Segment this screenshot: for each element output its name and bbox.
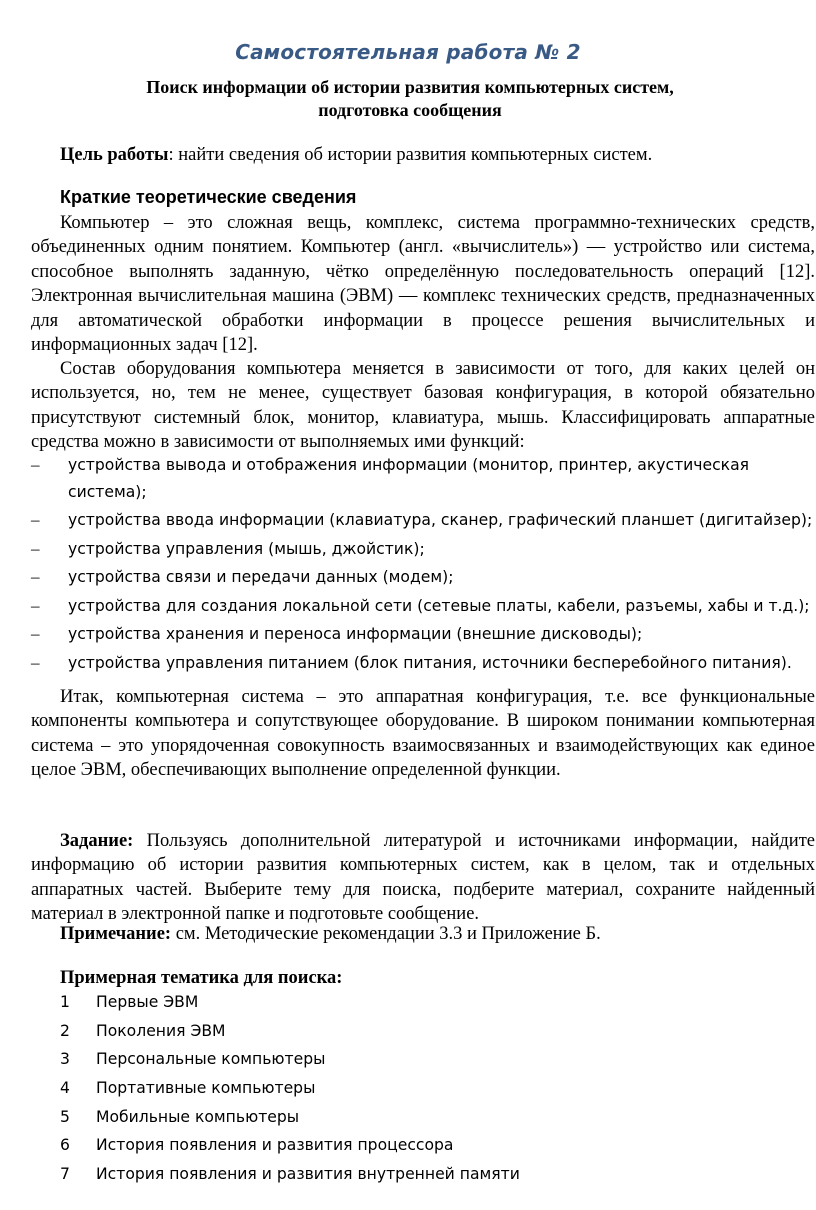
list-item — [31, 593, 816, 620]
list-item-text: устройства управления (мышь, джойстик); — [68, 539, 425, 558]
topic-item — [60, 1160, 760, 1189]
dash-bullet: – — [31, 595, 40, 615]
dash-bullet: – — [31, 538, 40, 558]
topic-text: Персональные компьютеры — [96, 1050, 326, 1069]
device-function-list — [31, 452, 816, 678]
topic-number: 2 — [60, 1021, 70, 1040]
subtitle-line-1: Поиск информации об истории развития компьютерных систем, — [146, 77, 674, 97]
topic-number: 1 — [60, 993, 70, 1011]
topic-number: 7 — [60, 1165, 70, 1184]
list-item-text: устройства ввода информации (клавиатура, сканер, графический планшет (дигитайзер); — [68, 511, 813, 529]
topic-text: Первые ЭВМ — [96, 993, 199, 1011]
list-item — [31, 621, 816, 648]
dash-bullet: – — [31, 567, 40, 586]
list-item-text: устройства управления питанием (блок питания, источники бесперебойного питания). — [68, 653, 792, 672]
topics-heading: Примерная тематика для поиска: — [60, 968, 343, 988]
list-item-text: устройства для создания локальной сети (сетевые платы, кабели, разъемы, хабы и т.д.); — [68, 596, 810, 615]
topic-item — [60, 1045, 760, 1074]
topic-text: История появления и развития внутренней памяти — [96, 1165, 520, 1184]
topic-item — [60, 1131, 760, 1160]
subtitle-line-2: подготовка сообщения — [318, 100, 502, 120]
list-item — [31, 564, 816, 591]
summary-paragraph: Итак, компьютерная система – это аппаратная конфигурация, т.е. все функциональные компоненты компьютера и сопутствующее оборудование. В широком понимании компьютерная система – это упорядоченная совокупность взаимосвязанных и взаимодействующих как единое целое ЭВМ, обеспечивающих выполнение определенной функции. — [31, 687, 815, 781]
topic-item — [60, 1017, 760, 1046]
topic-item — [60, 1103, 760, 1132]
goal-text: : найти сведения об истории развития компьютерных систем. — [168, 145, 653, 165]
note-text: см. Методические рекомендации 3.3 и Приложение Б. — [171, 924, 601, 944]
goal-label: Цель работы — [60, 145, 169, 165]
topic-item — [60, 988, 760, 1017]
dash-bullet: – — [31, 624, 40, 643]
topic-text: Портативные компьютеры — [96, 1079, 316, 1098]
theory-heading: Краткие теоретические сведения — [60, 187, 357, 207]
topic-number: 3 — [60, 1050, 70, 1069]
task-paragraph — [31, 829, 815, 927]
dash-bullet: – — [31, 652, 40, 672]
topic-number: 6 — [60, 1136, 70, 1155]
list-item-text: устройства связи и передачи данных (модем); — [68, 568, 454, 586]
topic-number: 5 — [60, 1107, 70, 1126]
topic-number: 4 — [60, 1079, 70, 1098]
list-item — [31, 536, 816, 563]
list-item-text: устройства вывода и отображения информации (монитор, принтер, акустическая система); — [68, 456, 750, 501]
list-item — [31, 452, 816, 505]
topic-text: Поколения ЭВМ — [96, 1021, 226, 1040]
dash-bullet: – — [31, 510, 40, 529]
theory-paragraph-2: Состав оборудования компьютера меняется в зависимости от того, для каких целей он используется, но, тем не менее, существует базовая конфигурация, в которой обязательно присутствуют системный блок, монитор, клавиатура, мышь. Классифицировать аппаратные средства можно в зависимости от выполняемых ими функций: — [31, 359, 815, 453]
list-item — [31, 650, 816, 677]
topic-text: Мобильные компьютеры — [96, 1107, 300, 1126]
topics-list — [60, 988, 760, 1189]
task-label: Задание: — [60, 831, 134, 851]
dash-bullet: – — [31, 455, 40, 474]
note-label: Примечание: — [60, 924, 172, 944]
goal-paragraph — [60, 144, 816, 167]
note-paragraph — [60, 924, 800, 945]
list-item — [31, 507, 816, 534]
topic-item — [60, 1074, 760, 1103]
task-text: Пользуясь дополнительной литературой и источниками информации, найдите информацию об истории развития компьютерных систем, как в целом, так и отдельных аппаратных частей. Выберите тему для поиска, подберите материал, сохраните найденный материал в электронной папке и подготовьте сообщение. — [31, 831, 815, 925]
list-item-text: устройства хранения и переноса информации (внешние дисководы); — [68, 625, 643, 643]
subtitle — [60, 76, 760, 122]
theory-paragraph-1: Компьютер – это сложная вещь, комплекс, система программно-технических средств, объединенных одним понятием. Компьютер (англ. «вычислитель») — устройство или система, способное выполнять заданную, чётко определённую последовательность операций [12]. Электронная вычислительная машина (ЭВМ) — комплекс технических средств, предназначенных для автоматической обработки информации в процессе решения вычислительных и информационных задач [12]. — [31, 213, 815, 356]
page-title: Самостоятельная работа № 2 — [235, 40, 581, 64]
topic-text: История появления и развития процессора — [96, 1136, 454, 1155]
